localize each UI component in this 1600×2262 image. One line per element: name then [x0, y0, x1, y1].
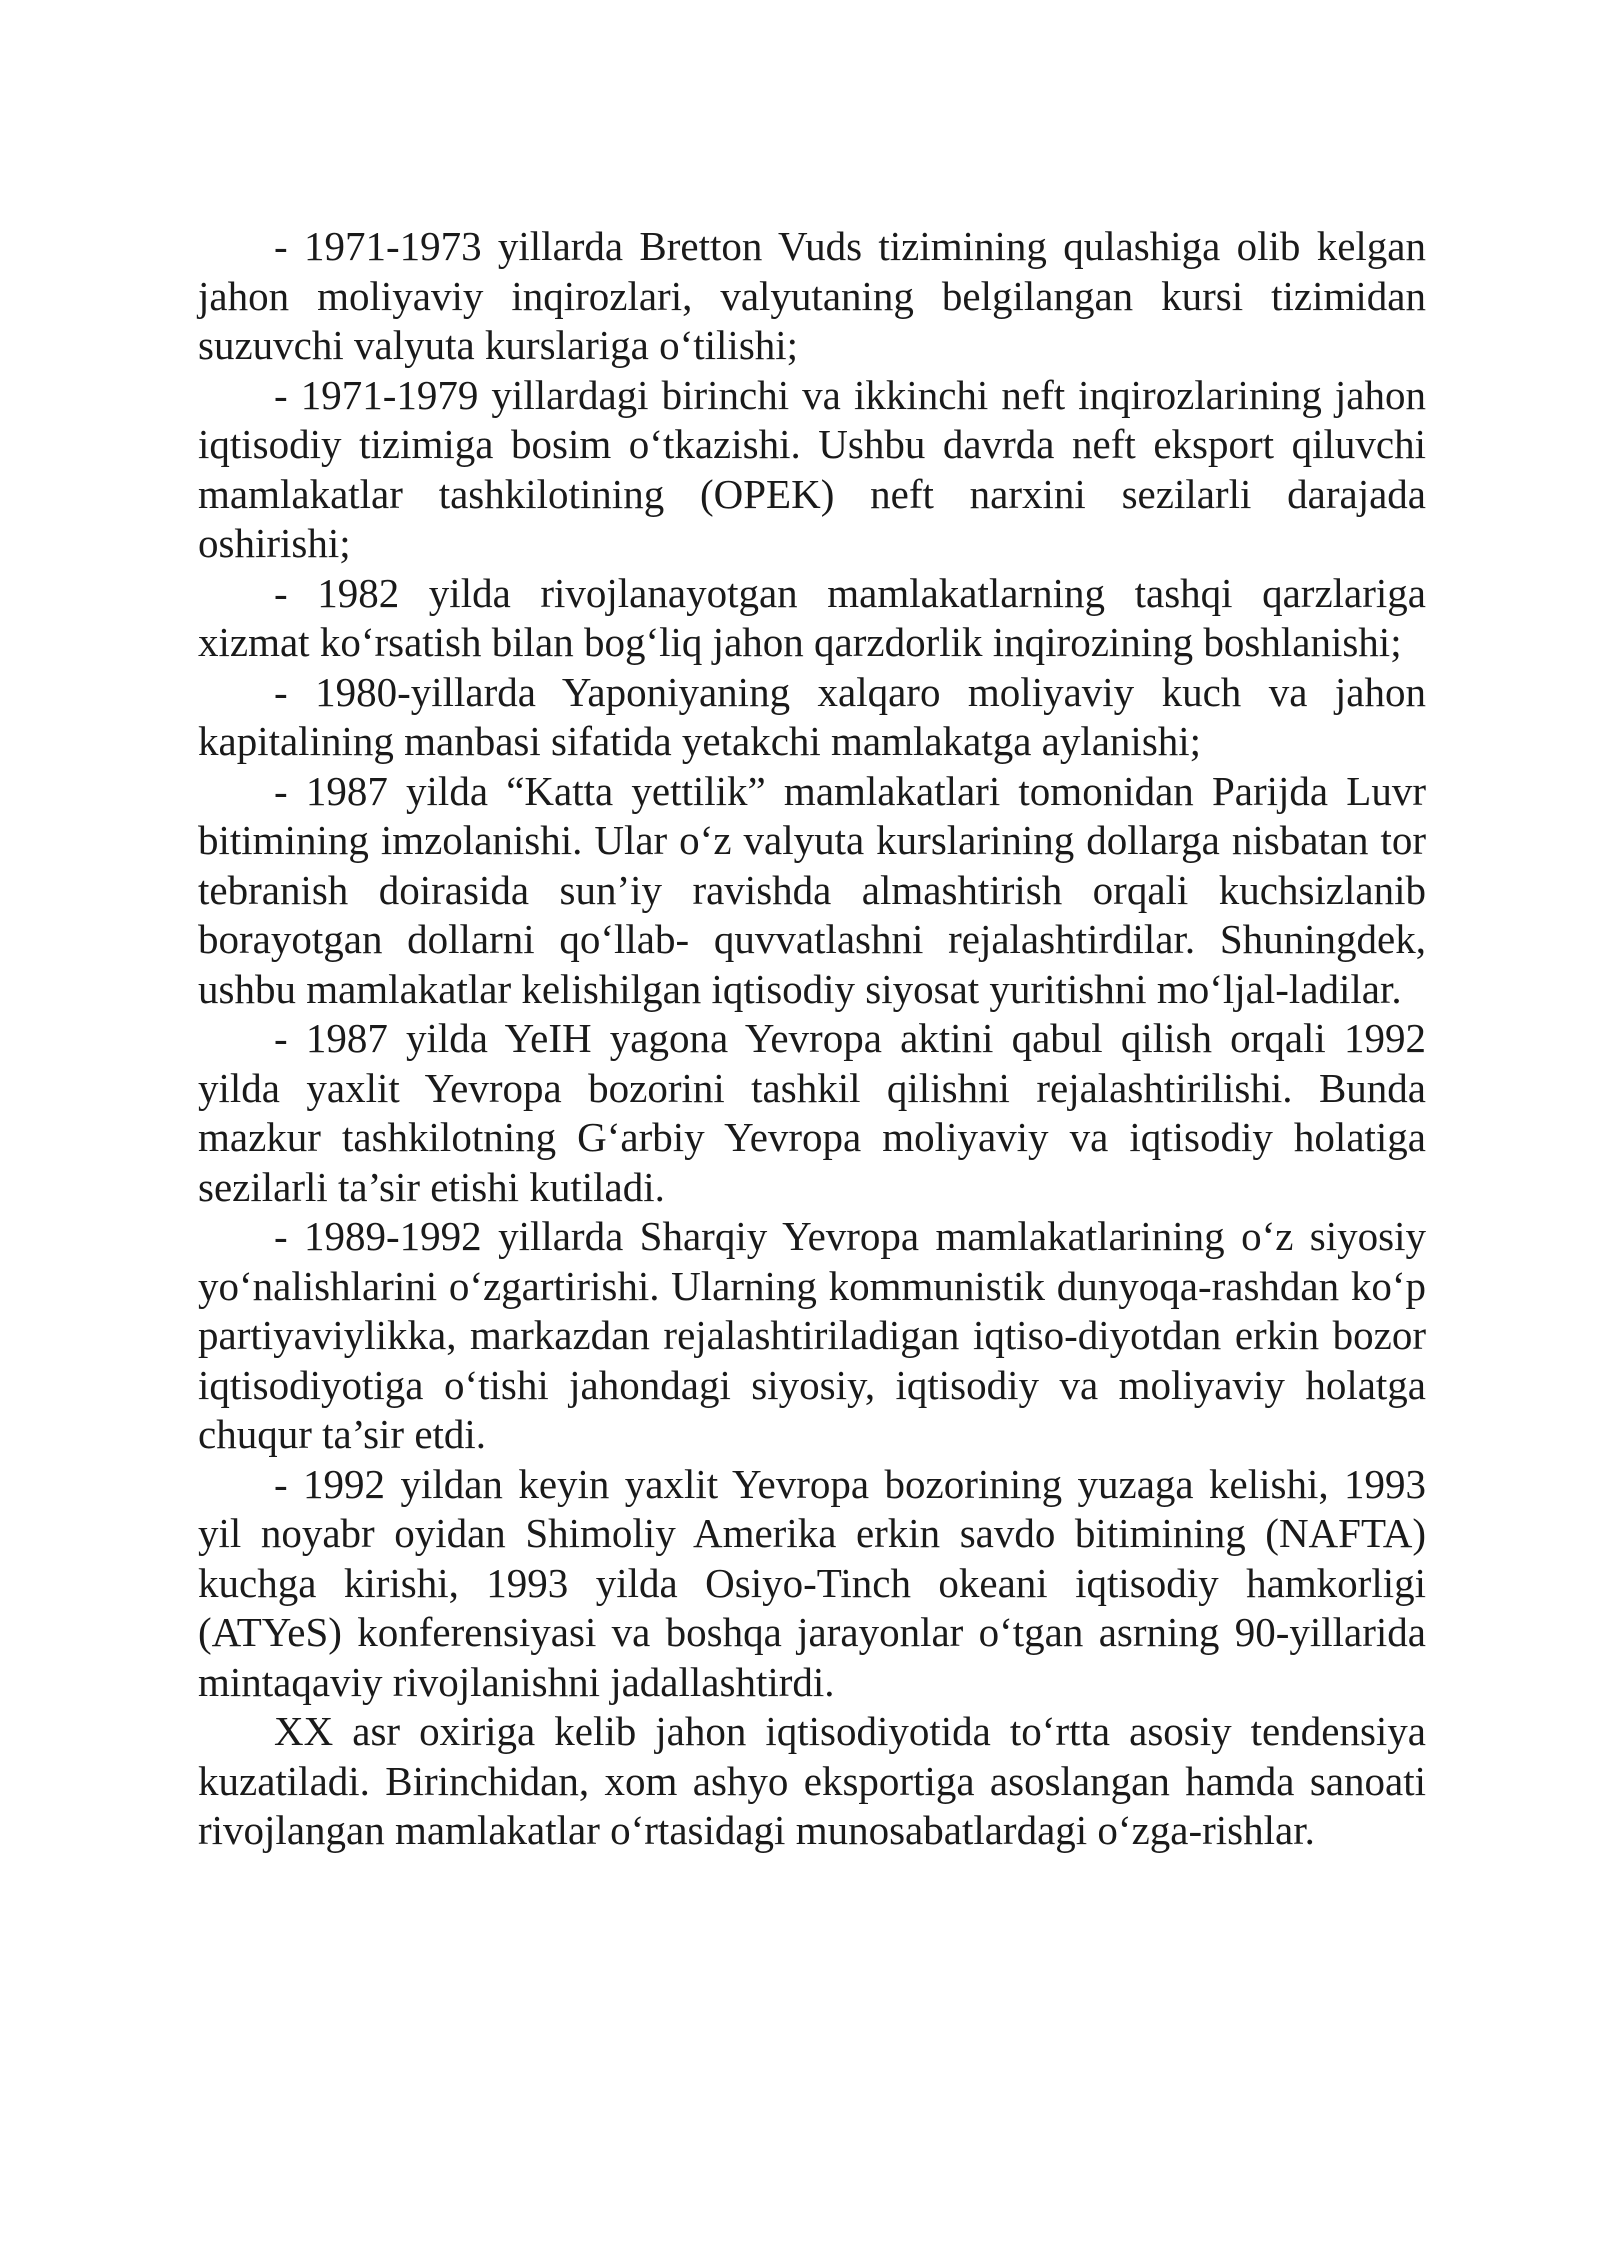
- paragraph-japan: - 1980-yillarda Yaponiyaning xalqaro moliyaviy kuch va jahon kapitalining manbasi sifatida yetakchi mamlakatga aylanishi;: [198, 668, 1426, 764]
- paragraph-four-trends: XX asr oxiriga kelib jahon iqtisodiyotida toʻrtta asosiy tendensiya kuzatiladi. Birinchidan, xom ashyo eksportiga asoslangan hamda sanoati rivojlangan mamlakatlar oʻrtasidagi munosabatlardagi oʻzga-rishlar.: [198, 1708, 1426, 1853]
- paragraph-single-european-act: - 1987 yilda YeIH yagona Yevropa aktini qabul qilish orqali 1992 yilda yaxlit Yevropa bozorini tashkil qilishni rejalashtirilishi. Bunda mazkur tashkilotning Gʻarbiy Yevropa moliyaviy va iqtisodiy holatiga sezilarli ta’sir etishi kutiladi.: [198, 1015, 1426, 1210]
- paragraph-regional-integration: - 1992 yildan keyin yaxlit Yevropa bozorining yuzaga kelishi, 1993 yil noyabr oyidan Shimoliy Amerika erkin savdo bitimining (NAFTA) kuchga kirishi, 1993 yilda Osiyo-Tinch okeani iqtisodiy hamkorligi (ATYeS) konferensiyasi va boshqa jarayonlar oʻtgan asrning 90-yillarida mintaqaviy rivojlanishni jadallashtirdi.: [198, 1460, 1426, 1705]
- paragraph-oil-crises: - 1971-1979 yillardagi birinchi va ikkinchi neft inqirozlarining jahon iqtisodiy tizimiga bosim oʻtkazishi. Ushbu davrda neft eksport qiluvchi mamlakatlar tashkilotining (OPEK) neft narxini sezilarli darajada oshirishi;: [198, 371, 1426, 566]
- paragraph-bretton-woods: - 1971-1973 yillarda Bretton Vuds tizimining qulashiga olib kelgan jahon moliyaviy inqirozlari, valyutaning belgilangan kursi tizimidan suzuvchi valyuta kurslariga oʻtilishi;: [198, 223, 1426, 368]
- paragraph-debt-crisis: - 1982 yilda rivojlanayotgan mamlakatlarning tashqi qarzlariga xizmat koʻrsatish bilan bogʻliq jahon qarzdorlik inqirozining boshlanishi;: [198, 569, 1426, 665]
- paragraph-eastern-europe: - 1989-1992 yillarda Sharqiy Yevropa mamlakatlarining oʻz siyosiy yoʻnalishlarini oʻzgartirishi. Ularning kommunistik dunyoqa-rashdan koʻp partiyaviylikka, markazdan rejalashtiriladigan iqtiso-diyotdan erkin bozor iqtisodiyotiga oʻtishi jahondagi siyosiy, iqtisodiy va moliyaviy holatga chuqur ta’sir etdi.: [198, 1213, 1426, 1457]
- body-text: [198, 222, 1426, 1856]
- paragraph-louvre-accord: - 1987 yilda “Katta yettilik” mamlakatlari tomonidan Parijda Luvr bitimining imzolanishi. Ular oʻz valyuta kurslarining dollarga nisbatan tor tebranish doirasida sun’iy ravishda almashtirish orqali kuchsizlanib borayotgan dollarni qoʻllab- quvvatlashni rejalashtirdilar. Shuningdek, ushbu mamlakatlar kelishilgan iqtisodiy siyosat yuritishni moʻljal-ladilar.: [198, 767, 1426, 1012]
